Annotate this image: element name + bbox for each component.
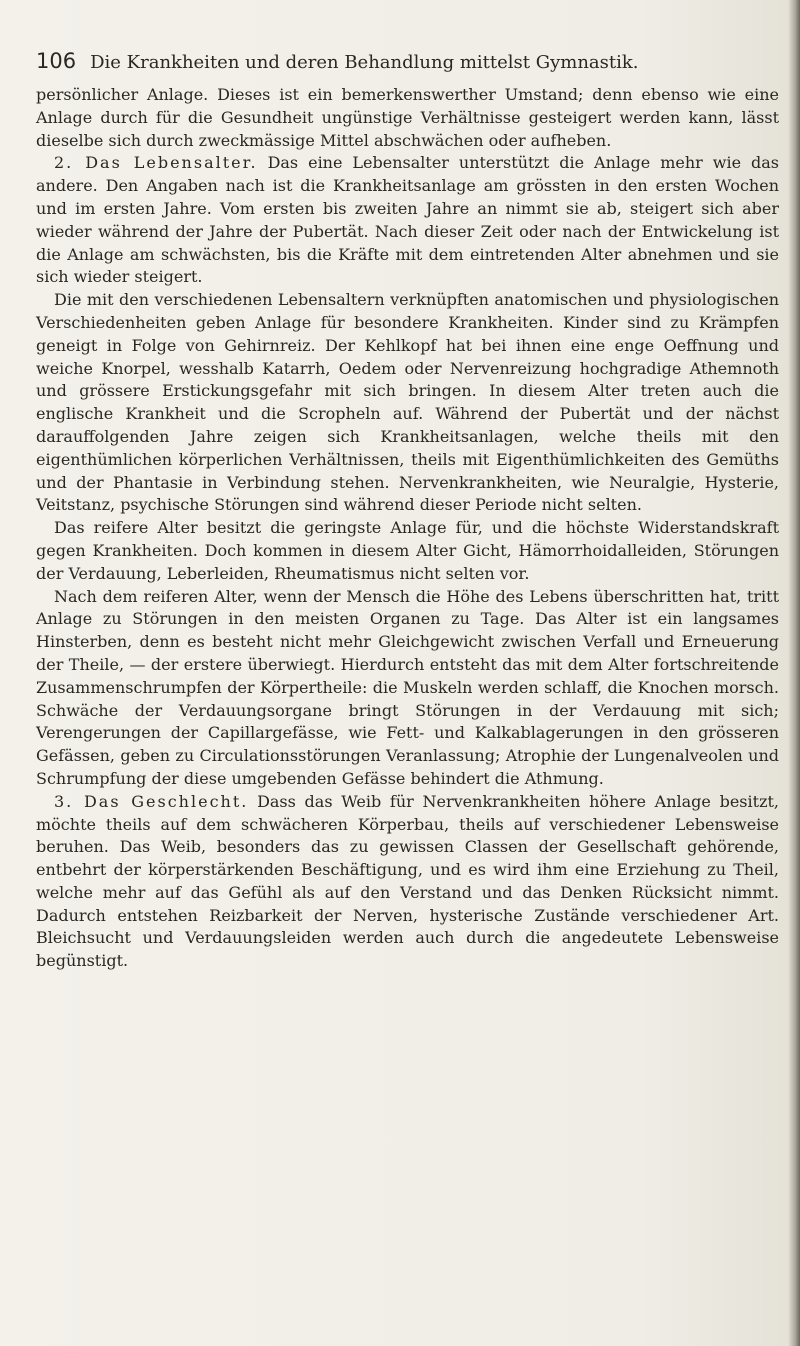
section-heading: 3. Das Geschlecht. <box>54 791 249 811</box>
page-edge-shadow <box>788 0 800 1346</box>
section-heading: 2. Das Lebensalter. <box>54 153 258 173</box>
paragraph: Nach dem reiferen Alter, wenn der Mensch die Höhe des Lebens überschritten hat, tritt Anlage zu Störungen in den meisten Organen zu Tage. Das Alter ist ein langsames Hinsterben, denn es besteht nicht mehr Gleichgewicht zwischen Verfall und Erneuerung der Theile, — der erstere überwiegt. Hierdurch entsteht das mit dem Alter fortschreitende Zusammenschrumpfen der Körpertheile: die Muskeln werden schlaff, die Knochen morsch. Schwäche der Verdauungsorgane bringt Störungen in der Verdauung mit sich; Verengerungen der Capillargefässe, wie Fett- und Kalkablagerungen in den grösseren Gefässen, geben zu Circulationsstörungen Veranlassung; Atrophie der Lungenalveolen und Schrumpfung der diese umgebenden Gefässe behindert die Athmung. <box>36 586 779 788</box>
body-text <box>36 84 779 973</box>
running-title: Die Krankheiten und deren Behandlung mittelst Gymnastik. <box>90 52 639 73</box>
paragraph: Das reifere Alter besitzt die geringste Anlage für, und die höchste Widerstandskraft gegen Krankheiten. Doch kommen in diesem Alter Gicht, Hämorrhoidalleiden, Störungen der Verdauung, Leberleiden, Rheumatismus nicht selten vor. <box>36 518 779 583</box>
paragraph: Die mit den verschiedenen Lebensaltern verknüpften anatomischen und physiologischen Verschiedenheiten geben Anlage für besondere Krankheiten. Kinder sind zu Krämpfen geneigt in Folge von Gehirnreiz. Der Kehlkopf hat bei ihnen eine enge Oeffnung und weiche Knorpel, wesshalb Katarrh, Oedem oder Nervenreizung hochgradige Athemnoth und grössere Erstickungsgefahr mit sich bringen. In diesem Alter treten auch die englische Krankheit und die Scropheln auf. Während der Pubertät und der nächst darauffolgenden Jahre zeigen sich Krankheitsanlagen, welche theils mit den eigenthümlichen körperlichen Verhältnissen, theils mit Eigenthümlichkeiten des Gemüths und der Phantasie in Verbindung stehen. Nervenkrankheiten, wie Neuralgie, Hysterie, Veitstanz, psychische Störungen sind während dieser Periode nicht selten. <box>36 290 779 515</box>
paragraph: persönlicher Anlage. Dieses ist ein bemerkenswerther Umstand; denn ebenso wie eine Anlage durch für die Gesundheit ungünstige Verhältnisse gesteigert werden kann, lässt dieselbe sich durch zweckmässige Mittel abschwächen oder aufheben. <box>36 85 779 150</box>
running-header <box>36 49 766 75</box>
paragraph: 2. Das Lebensalter. Das eine Lebensalter unterstützt die Anlage mehr wie das andere. Den Angaben nach ist die Krankheitsanlage am grössten in den ersten Wochen und im ersten Jahre. Vom ersten bis zweiten Jahre an nimmt sie ab, steigert sich aber wieder während der Jahre der Pubertät. Nach dieser Zeit oder nach der Entwickelung ist die Anlage am schwächsten, bis die Kräfte mit dem eintretenden Alter abnehmen und sie sich wieder steigert. <box>36 153 779 287</box>
page-number: 106 <box>36 49 77 73</box>
paragraph: 3. Das Geschlecht. Dass das Weib für Nervenkrankheiten höhere Anlage besitzt, möchte theils auf dem schwächeren Körperbau, theils auf verschiedener Lebensweise beruhen. Das Weib, besonders das zu gewissen Classen der Gesellschaft gehörende, entbehrt der körperstärkenden Beschäftigung, und es wird ihm eine Erziehung zu Theil, welche mehr auf das Gefühl als auf den Verstand und das Denken Rücksicht nimmt. Dadurch entstehen Reizbarkeit der Nerven, hysterische Zustände verschiedener Art. Bleichsucht und Verdauungsleiden werden auch durch die angedeutete Lebensweise begünstigt. <box>36 791 780 971</box>
